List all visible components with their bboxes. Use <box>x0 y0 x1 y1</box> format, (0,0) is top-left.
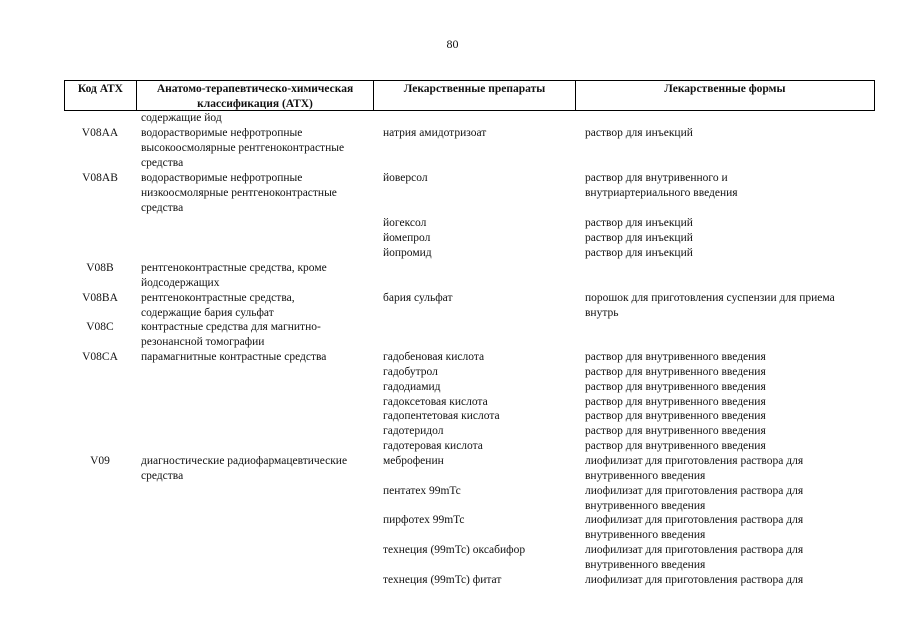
drug-name: гадотеровая кислота <box>383 440 483 452</box>
dosage-form-line: лиофилизат для приготовления раствора для <box>585 514 804 526</box>
atc-code: V08B <box>86 262 114 274</box>
drug-name: гадоксетовая кислота <box>383 396 488 408</box>
classification-line: резонансной томографии <box>141 336 265 348</box>
drug-name: меброфенин <box>383 455 444 467</box>
dosage-form <box>585 543 875 573</box>
classification <box>141 320 376 350</box>
drug-name: бария сульфат <box>383 292 453 304</box>
atc-code: V08CA <box>82 351 118 363</box>
classification-line: средства <box>141 157 184 169</box>
classification-line: высокоосмолярные рентгеноконтрастные <box>141 142 345 154</box>
dosage-form <box>585 171 875 201</box>
drug-name: йоверсол <box>383 172 428 184</box>
drug-name: гадобутрол <box>383 366 438 378</box>
drug-name: технеция (99mTc) оксабифор <box>383 544 526 556</box>
dosage-form: раствор для внутривенного введения <box>585 396 766 408</box>
dosage-form: раствор для инъекций <box>585 127 693 139</box>
drug-name: гадобеновая кислота <box>383 351 485 363</box>
classification <box>141 261 376 291</box>
page-number: 80 <box>446 37 459 51</box>
dosage-form-line: внутрь <box>585 307 619 319</box>
drug-name: технеция (99mTc) фитат <box>383 574 502 586</box>
dosage-form: раствор для внутривенного введения <box>585 381 766 393</box>
classification: парамагнитные контрастные средства <box>141 351 327 363</box>
header-drugs: Лекарственные препараты <box>374 81 576 110</box>
dosage-form: раствор для внутривенного введения <box>585 410 766 422</box>
dosage-form-line: внутривенного введения <box>585 559 706 571</box>
header-code: Код АТХ <box>65 81 137 110</box>
drug-name: гадопентетовая кислота <box>383 410 500 422</box>
dosage-form-line: порошок для приготовления суспензии для приема <box>585 292 835 304</box>
header-classification-line1: Анатомо-терапевтическо-химическая <box>156 83 354 95</box>
dosage-form: раствор для внутривенного введения <box>585 351 766 363</box>
dosage-form <box>585 454 875 484</box>
dosage-form-line: лиофилизат для приготовления раствора для <box>585 485 804 497</box>
atc-code: V08C <box>86 321 114 333</box>
classification-line: средства <box>141 202 184 214</box>
drug-name: йогексол <box>383 217 427 229</box>
classification <box>141 126 376 171</box>
classification <box>141 454 376 484</box>
dosage-form: раствор для инъекций <box>585 217 693 229</box>
classification-line: рентгеноконтрастные средства, <box>141 292 295 304</box>
dosage-form: раствор для внутривенного введения <box>585 440 766 452</box>
classification-line: водорастворимые нефротропные <box>141 172 303 184</box>
dosage-form-line: лиофилизат для приготовления раствора для <box>585 544 804 556</box>
drug-name: йопромид <box>383 247 432 259</box>
dosage-form-line: раствор для внутривенного и <box>585 172 728 184</box>
drug-name: йомепрол <box>383 232 431 244</box>
classification <box>141 171 376 216</box>
drug-name: натрия амидотризоат <box>383 127 487 139</box>
atc-code: V08AA <box>81 127 119 139</box>
classification-line: рентгеноконтрастные средства, кроме <box>141 262 327 274</box>
classification-line: низкоосмолярные рентгеноконтрастные <box>141 187 337 199</box>
classification <box>141 291 376 321</box>
classification-line: средства <box>141 470 184 482</box>
dosage-form: лиофилизат для приготовления раствора для <box>585 574 804 586</box>
atc-code: V09 <box>90 455 110 467</box>
dosage-form-line: внутриартериального введения <box>585 187 738 199</box>
dosage-form <box>585 513 875 543</box>
classification-continuation: содержащие йод <box>141 112 222 124</box>
drug-name: пентатех 99mTc <box>383 485 461 497</box>
classification-line: диагностические радиофармацевтические <box>141 455 348 467</box>
header-forms: Лекарственные формы <box>664 83 786 95</box>
classification-line: контрастные средства для магнитно- <box>141 321 321 333</box>
dosage-form: раствор для инъекций <box>585 232 693 244</box>
dosage-form-line: внутривенного введения <box>585 470 706 482</box>
dosage-form: раствор для инъекций <box>585 247 693 259</box>
drug-name: гадодиамид <box>383 381 441 393</box>
dosage-form <box>585 484 875 514</box>
dosage-form-line: лиофилизат для приготовления раствора для <box>585 455 804 467</box>
classification-line: водорастворимые нефротропные <box>141 127 303 139</box>
classification-line: йодсодержащих <box>141 277 220 289</box>
dosage-form-line: внутривенного введения <box>585 500 706 512</box>
dosage-form-line: внутривенного введения <box>585 529 706 541</box>
header-classification-line2: классификация (АТХ) <box>197 98 313 110</box>
atc-code: V08BA <box>82 292 118 304</box>
drug-name: пирфотех 99mTc <box>383 514 465 526</box>
drug-name: гадотеридол <box>383 425 444 437</box>
atc-code: V08AB <box>82 172 118 184</box>
dosage-form <box>585 291 875 321</box>
dosage-form: раствор для внутривенного введения <box>585 366 766 378</box>
classification-line: содержащие бария сульфат <box>141 307 274 319</box>
dosage-form: раствор для внутривенного введения <box>585 425 766 437</box>
